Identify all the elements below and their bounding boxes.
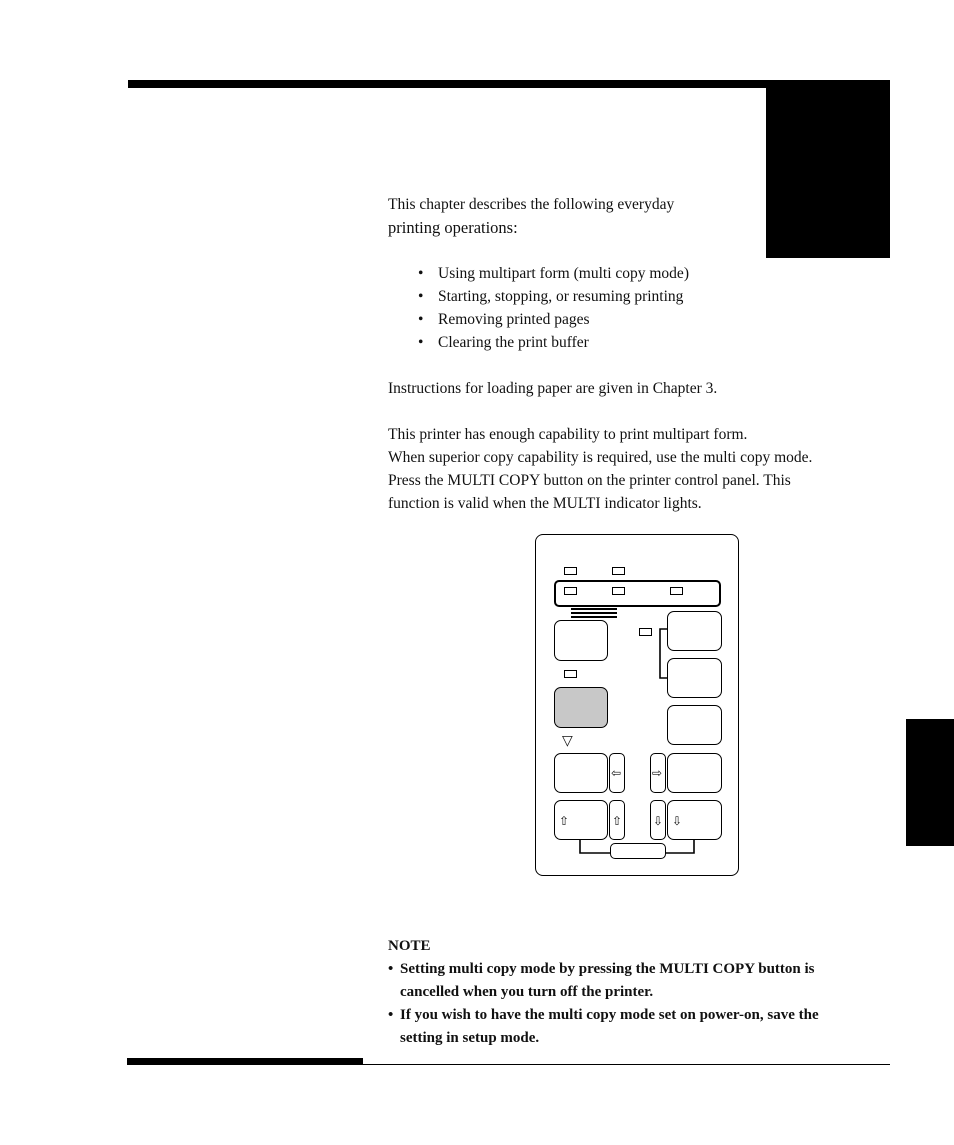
note-line: cancelled when you turn off the printer. xyxy=(400,984,654,1000)
panel-key-right-2 xyxy=(667,658,722,698)
panel-key-left-lower xyxy=(554,753,608,793)
panel-key-right-lower xyxy=(667,753,722,793)
indicator-lamp xyxy=(612,567,625,575)
arrow-up-icon: ⇧ xyxy=(612,814,623,828)
arrow-right-icon: ⇨ xyxy=(652,766,663,780)
stripe-line xyxy=(571,608,617,610)
bullet-mark: • xyxy=(388,961,394,977)
paragraph-line: Press the MULTI COPY button on the printer control panel. This xyxy=(388,472,791,489)
arrow-left-icon: ⇦ xyxy=(611,766,622,780)
indicator-lamp xyxy=(564,567,577,575)
note-item xyxy=(388,958,898,1004)
arrow-down-icon: ⇩ xyxy=(672,814,683,828)
intro-line-2: printing operations: xyxy=(388,218,518,237)
bottom-rule-thin xyxy=(363,1064,890,1065)
indicator-lamp xyxy=(670,587,683,595)
operations-list xyxy=(418,262,689,354)
note-block xyxy=(388,935,898,1050)
indicator-group-frame xyxy=(554,580,721,607)
arrow-down-icon: ⇩ xyxy=(653,814,664,828)
list-item: • Removing printed pages xyxy=(418,308,689,331)
triangle-icon: ▽ xyxy=(562,733,573,749)
side-thumb-tab xyxy=(906,719,954,846)
chapter-tab xyxy=(766,88,890,258)
bottom-rule-thick xyxy=(127,1058,363,1065)
top-rule xyxy=(128,80,890,88)
note-line: Setting multi copy mode by pressing the MULTI COPY button is xyxy=(400,961,815,977)
bullet-mark: • xyxy=(388,1007,394,1023)
note-line: If you wish to have the multi copy mode set on power-on, save the xyxy=(400,1007,819,1023)
loading-paper-text: Instructions for loading paper are given in Chapter 3. xyxy=(388,380,718,397)
panel-key-right-1 xyxy=(667,611,722,651)
list-item: • Clearing the print buffer xyxy=(418,331,689,354)
indicator-lamp xyxy=(564,587,577,595)
multi-indicator-lamp xyxy=(564,670,577,678)
panel-key-right-3 xyxy=(667,705,722,745)
note-item xyxy=(388,1004,898,1050)
list-item: • Starting, stopping, or resuming printing xyxy=(418,285,689,308)
stripe-line xyxy=(571,612,617,614)
paragraph-line: When superior copy capability is required, use the multi copy mode. xyxy=(388,449,813,466)
stripe-line xyxy=(571,616,617,618)
multi-copy-button xyxy=(554,687,608,728)
indicator-lamp xyxy=(639,628,652,636)
paragraph-line: This printer has enough capability to print multipart form. xyxy=(388,426,748,443)
indicator-lamp xyxy=(612,587,625,595)
note-title: NOTE xyxy=(388,938,431,954)
panel-key-bottom-center xyxy=(610,843,666,859)
paragraph-line: function is valid when the MULTI indicator lights. xyxy=(388,495,702,512)
intro-line-1: This chapter describes the following everyday xyxy=(388,196,675,213)
multipart-paragraph xyxy=(388,423,812,515)
bracket-connector xyxy=(655,628,669,680)
panel-key-top-left xyxy=(554,620,608,661)
list-item: • Using multipart form (multi copy mode) xyxy=(418,262,689,285)
note-line: setting in setup mode. xyxy=(400,1030,540,1046)
arrow-up-icon: ⇧ xyxy=(559,814,570,828)
